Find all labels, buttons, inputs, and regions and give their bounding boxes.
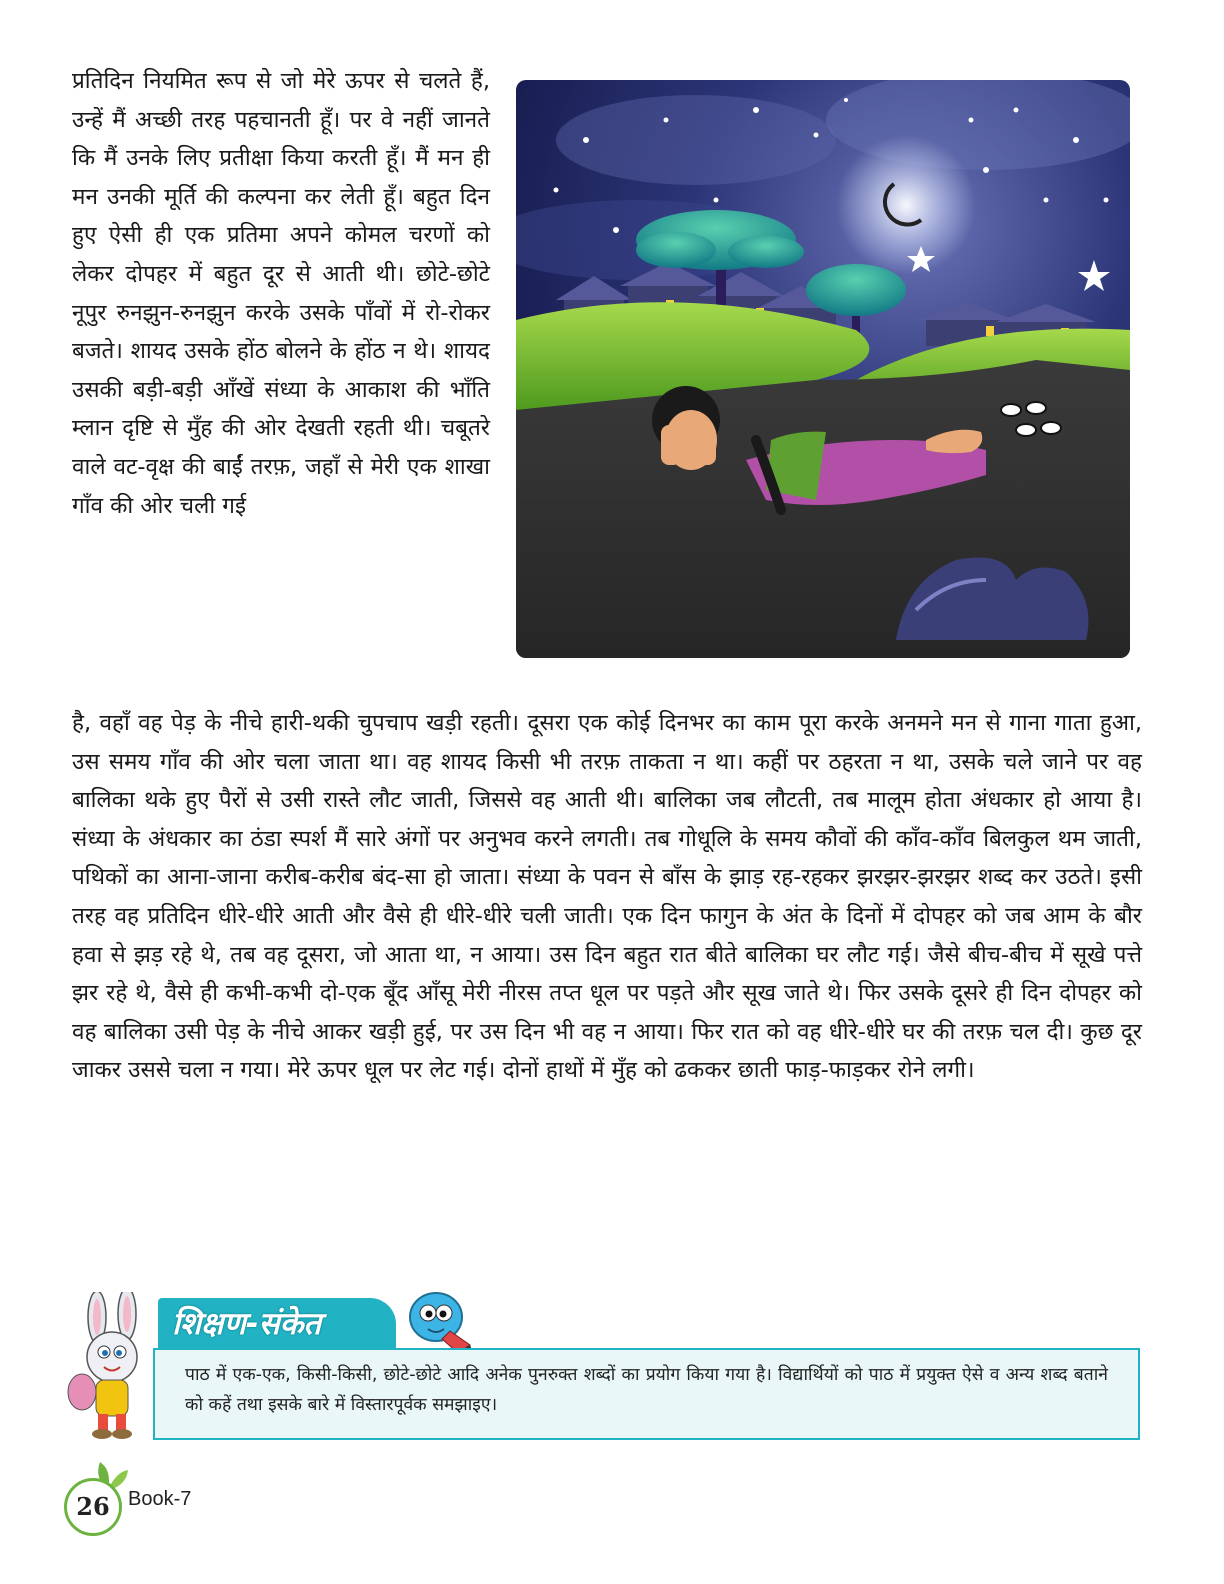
story-paragraph-left: प्रतिदिन नियमित रूप से जो मेरे ऊपर से चलते हैं, उन्हें मैं अच्छी तरह पहचानती हूँ। पर वे नहीं जानते कि मैं उनके लिए प्रतीक्षा किया करती हूँ। मैं मन ही मन उनकी मूर्ति की कल्पना कर लेती हूँ। बहुत दिन हुए ऐसी ही एक प्रतिमा अपने कोमल चरणों को लेकर दोपहर में बहुत दूर से आती थी। छोटे-छोटे नूपुर रुनझुन-रुनझुन करके उसके पाँवों में रो-रोकर बजते। शायद उसके होंठ बोलने के होंठ न थे। शायद उसकी बड़ी-बड़ी आँखें संध्या के आकाश की भाँति म्लान दृष्टि से मुँह की ओर देखती रहती थी। चबूतरे वाले वट-वृक्ष की बाईं तरफ़, जहाँ से मेरी एक शाखा गाँव की ओर चली गई bbox=[72, 68, 490, 519]
teaching-note-title: शिक्षण-संकेत bbox=[158, 1298, 396, 1350]
teaching-note-text: पाठ में एक-एक, किसी-किसी, छोटे-छोटे आदि अनेक पुनरुक्त शब्दों का प्रयोग किया गया है। विद्यार्थियों को पाठ में प्रयुक्त ऐसे व अन्य शब्द बताने को कहें तथा इसके बारे में विस्तारपूर्वक समझाइए। bbox=[185, 1365, 1108, 1415]
story-paragraph-full: है, वहाँ वह पेड़ के नीचे हारी-थकी चुपचाप खड़ी रहती। दूसरा एक कोई दिनभर का काम पूरा करके अनमने मन से गाना गाता हुआ, उस समय गाँव की ओर चला जाता था। वह शायद किसी भी तरफ़ ताकता न था। कहीं पर ठहरता न था, उसके चले जाने पर वह बालिका थके हुए पैरों से उसी रास्ते लौट जाती, जिससे वह आती थी। बालिका जब लौटती, तब मालूम होता अंधकार हो आया है। संध्या के अंधकार का ठंडा स्पर्श मैं सारे अंगों पर अनुभव करने लगती। तब गोधूलि के समय कौवों की काँव-काँव बिलकुल थम जाती, पथिकों का आना-जाना करीब-करीब बंद-सा हो जाता। संध्या के पवन से बाँस के झाड़ रह-रहकर झरझर-झरझर शब्द कर उठते। इसी तरह वह प्रतिदिन धीरे-धीरे आती और वैसे ही धीरे-धीरे चली जाती। एक दिन फागुन के अंत के दिनों में दोपहर को जब आम के बौर हवा से झड़ रहे थे, तब वह दूसरा, जो आता था, न आया। उस दिन बहुत रात बीते बालिका घर लौट गई। जैसे बीच-बीच में सूखे पत्ते झर रहे थे, वैसे ही कभी-कभी दो-एक बूँद आँसू मेरी नीरस तप्त धूल पर पड़ते और सूख जाते थे। फिर उसके दूसरे ही दिन दोपहर को वह बालिका उसी पेड़ के नीचे आकर खड़ी हुई, पर उस दिन भी वह न आया। फिर रात को वह धीरे-धीरे घर की तरफ़ चल दी। कुछ दूर जाकर उससे चला न गया। मेरे ऊपर धूल पर लेट गई। दोनों हाथों में मुँह को ढककर छाती फाड़-फाड़कर रोने लगी। bbox=[72, 710, 1142, 1084]
pencil-mascot-icon bbox=[398, 1285, 478, 1357]
rabbit-mascot-icon bbox=[62, 1292, 162, 1442]
page-footer bbox=[56, 1458, 276, 1548]
night-road-illustration bbox=[516, 80, 1130, 658]
page-number: 26 bbox=[64, 1478, 122, 1536]
teaching-note-box bbox=[153, 1348, 1140, 1440]
book-label: Book-7 bbox=[128, 1488, 192, 1510]
